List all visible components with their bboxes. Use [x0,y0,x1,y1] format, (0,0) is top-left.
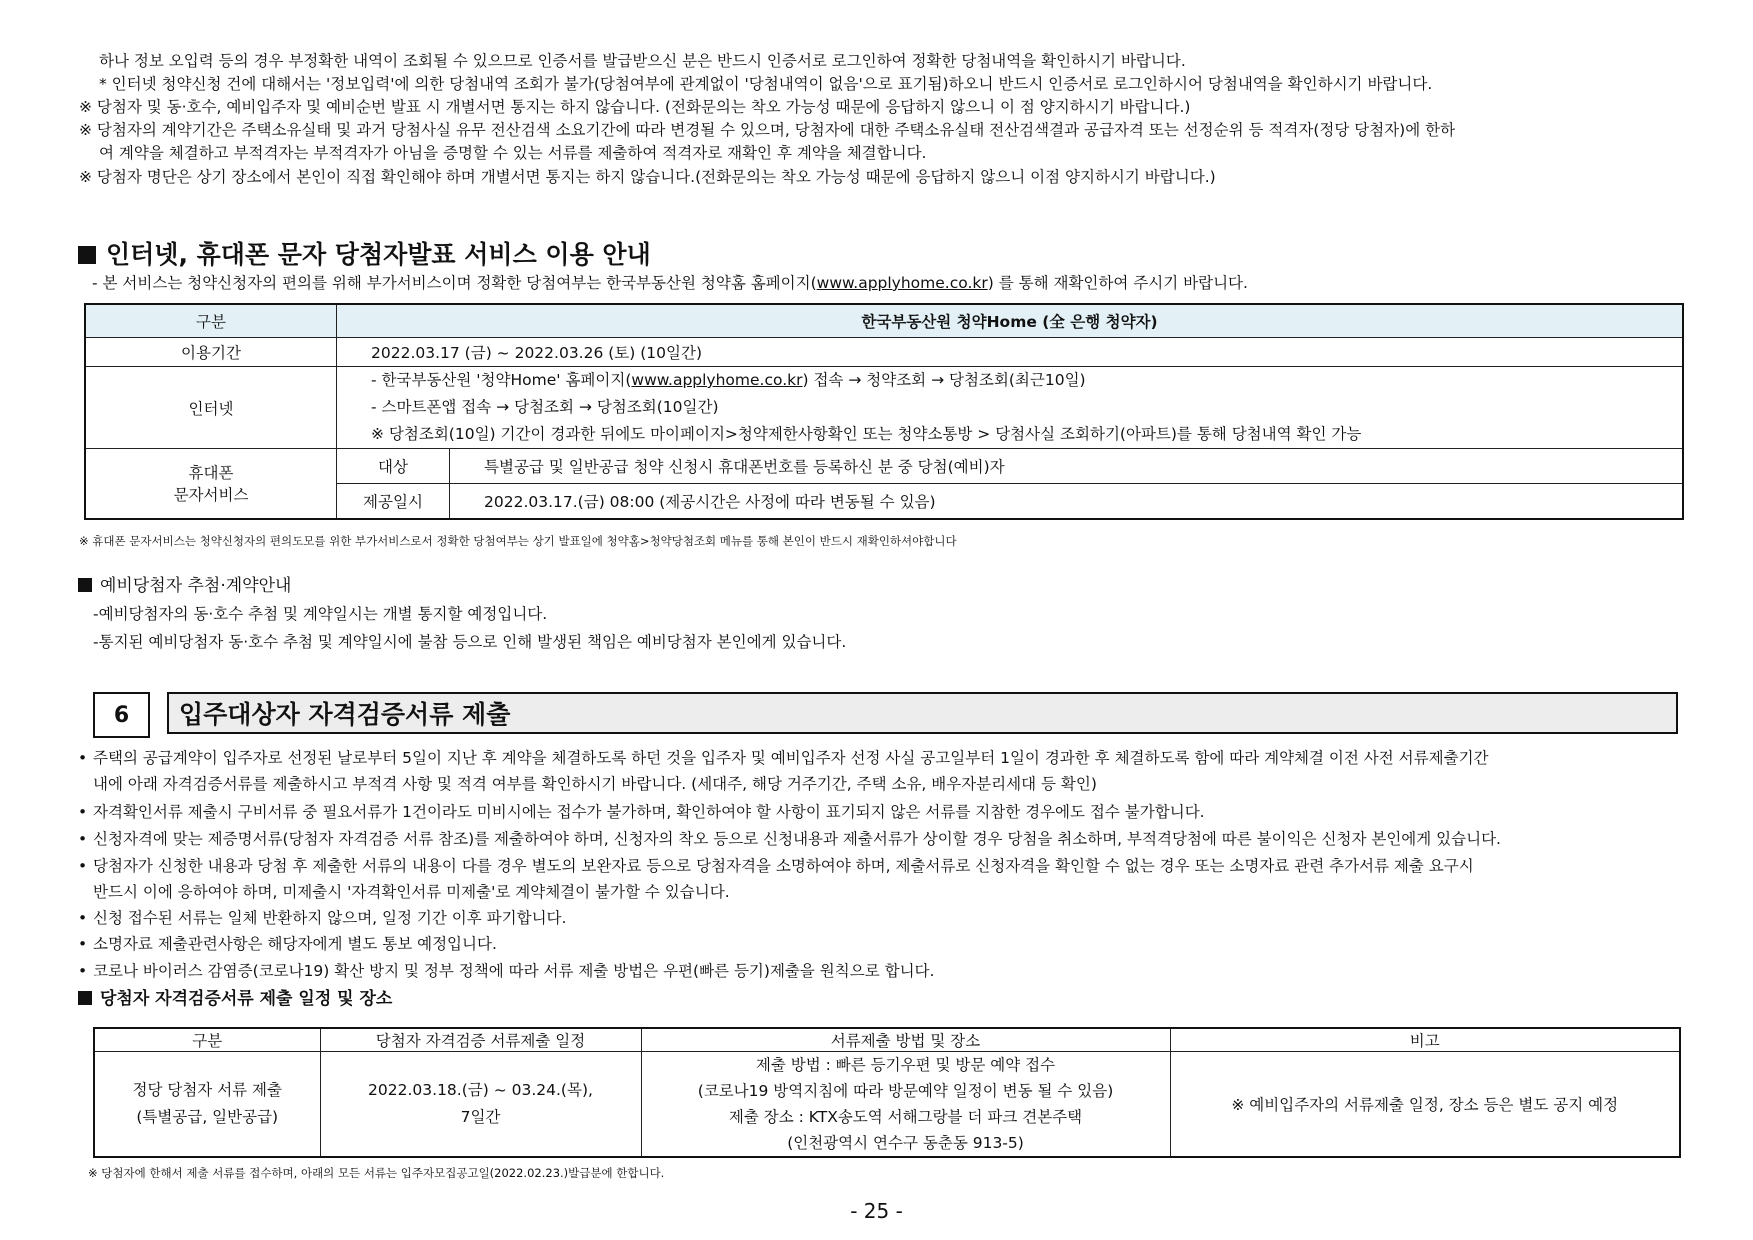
bullet-item: • 코로나 바이러스 감염증(코로나19) 확산 방지 및 정부 정책에 따라 서류 제출 방법은 우편(빠른 등기)제출을 원칙으로 합니다. [93,960,934,982]
table-header-row [85,304,1683,338]
internet-line [371,367,1676,394]
cell-line: 제출 방법 : 빠른 등기우편 및 방문 예약 접수 [755,1056,1056,1074]
row-sublabel: 제공일시 [337,484,450,520]
note-line: 하나 정보 오입력 등의 경우 부정확한 내역이 조회될 수 있으므로 인증서를 발급받으신 분은 반드시 인증서로 로그인하여 정확한 당첨내역을 확인하시기 바랍니다. [99,52,1186,70]
header-cell: 구분 [94,1028,320,1052]
text: ) 접속 → 청약조회 → 당첨조회(최근10일) [802,371,1086,389]
cell-line: (인천광역시 연수구 동춘동 913-5) [787,1134,1024,1152]
row-label [85,449,337,520]
note-line: 여 계약을 체결하고 부적격자는 부적격자가 아님을 증명할 수 있는 서류를 제출하여 적격자로 재확인 후 계약을 체결합니다. [99,144,927,162]
subsection-title [78,575,291,597]
note-line: ※ 당첨자의 계약기간은 주택소유실태 및 과거 당첨사실 유무 전산검색 소요기간에 따라 변경될 수 있으며, 당첨자에 대한 주택소유실태 전산검색결과 공급자격 또는 선정순위 등 적격자(정당 당첨자)에 한하 [79,121,1456,139]
cell-line: 제출 장소 : KTX송도역 서해그랑블 더 파크 견본주택 [728,1108,1083,1126]
cell-line: 정당 당첨자 서류 제출 [132,1081,283,1099]
internet-line: ※ 당첨조회(10일) 기간이 경과한 뒤에도 마이페이지>청약제한사항확인 또는 청약소통방 > 당첨사실 조회하기(아파트)를 통해 당첨내역 확인 가능 [371,425,1362,443]
square-bullet-icon [78,246,96,264]
text: - 한국부동산원 '청약Home' 홈페이지( [371,371,632,389]
desc-text: - 본 서비스는 청약신청자의 편의를 위해 부가서비스이며 정확한 당첨여부는 한국부동산원 청약홈 홈페이지( [92,274,817,292]
cell-line: 7일간 [460,1108,501,1126]
row-value: 2022.03.17.(금) 08:00 (제공시간은 사정에 따라 변동될 수 있음) [450,484,1684,520]
header-cell: 서류제출 방법 및 장소 [641,1028,1170,1052]
table-row [94,1052,1680,1158]
schedule-table [93,1027,1681,1158]
row-label: 이용기간 [85,338,337,367]
row-value: 특별공급 및 일반공급 청약 신청시 휴대폰번호를 등록하신 분 중 당첨(예비)자 [450,449,1684,484]
label-line: 문자서비스 [173,485,249,504]
applyhome-link[interactable]: www.applyhome.co.kr [816,274,988,292]
square-bullet-icon [78,578,92,592]
service-description [92,272,1248,294]
note-line: ※ 당첨자 명단은 상기 장소에서 본인이 직접 확인해야 하며 개별서면 통지는 하지 않습니다.(전화문의는 착오 가능성 때문에 응답하지 않으니 이점 양지하시기 바랍니다.) [79,168,1216,186]
reserve-line: -예비당첨자의 동·호수 추첨 및 계약일시는 개별 통지할 예정입니다. [93,605,548,623]
row-sublabel: 대상 [337,449,450,484]
section-title-text: 인터넷, 휴대폰 문자 당첨자발표 서비스 이용 안내 [106,240,651,269]
subsection-title-text: 당첨자 자격검증서류 제출 일정 및 장소 [100,989,393,1009]
section-number: 6 [93,692,150,738]
table-row [85,338,1683,367]
header-cell: 구분 [85,304,337,338]
cell-line: 2022.03.18.(금) ~ 03.24.(목), [368,1081,593,1099]
service-footnote: ※ 휴대폰 문자서비스는 청약신청자의 편의도모를 위한 부가서비스로서 정확한 당첨여부는 상기 발표일에 청약홈>청약당첨조회 메뉴를 통해 본인이 반드시 재확인하셔야합니다 [79,534,957,548]
page-number: - 25 - [850,1199,903,1223]
section-title [78,240,651,270]
table-row [85,367,1683,449]
schedule-footnote: ※ 당첨자에 한해서 제출 서류를 접수하며, 아래의 모든 서류는 입주자모집공고일(2022.02.23.)발급분에 한합니다. [88,1166,665,1180]
desc-text: ) 를 통해 재확인하여 주시기 바랍니다. [987,274,1248,292]
note-line: ※ 당첨자 및 동·호수, 예비입주자 및 예비순번 발표 시 개별서면 통지는 하지 않습니다. (전화문의는 착오 가능성 때문에 응답하지 않으니 이 점 양지하시기 바랍니다.) [79,98,1191,116]
table-header-row [94,1028,1680,1052]
subsection-title-text: 예비당첨자 추첨·계약안내 [100,576,292,596]
cell-date [320,1052,641,1158]
bullet-item: • 신청자격에 맞는 제증명서류(당첨자 자격검증 서류 참조)를 제출하여야 하며, 신청자의 착오 등으로 신청내용과 제출서류가 상이할 경우 당첨을 취소하며, 부적격당첨에 따른 불이익은 신청자 본인에게 있습니다. [93,828,1501,850]
bullet-item: • 당첨자가 신청한 내용과 당첨 후 제출한 서류의 내용이 다를 경우 별도의 보완자료 등으로 당첨자격을 소명하여야 하며, 제출서류로 신청자격을 확인할 수 없는 경우 또는 소명자료 관련 추가서류 제출 요구시 [93,855,1474,877]
cell-type [94,1052,320,1158]
internet-line: - 스마트폰앱 접속 → 당첨조회 → 당첨조회(10일간) [371,398,719,416]
reserve-line: -통지된 예비당첨자 동·호수 추첨 및 계약일시에 불참 등으로 인해 발생된 책임은 예비당첨자 본인에게 있습니다. [93,633,847,651]
note-line: * 인터넷 청약신청 건에 대해서는 '정보입력'에 의한 당첨내역 조회가 불가(당첨여부에 관계없이 '당첨내역이 없음'으로 표기됨)하오니 반드시 인증서로 로그인하시어 당첨내역을 확인하시기 바랍니다. [99,75,1433,93]
header-cell: 한국부동산원 청약Home (全 은행 청약자) [337,304,1684,338]
row-value: 2022.03.17 (금) ~ 2022.03.26 (토) (10일간) [337,338,1684,367]
applyhome-link[interactable]: www.applyhome.co.kr [631,371,803,389]
cell-method [641,1052,1170,1158]
bullet-item: • 소명자료 제출관련사항은 해당자에게 별도 통보 예정입니다. [93,933,497,955]
service-table [84,303,1684,520]
table-row [85,449,1683,484]
bullet-continuation: 내에 아래 자격검증서류를 제출하시고 부적격 사항 및 적격 여부를 확인하시기 바랍니다. (세대주, 해당 거주기간, 주택 소유, 배우자분리세대 등 확인) [93,775,1097,793]
bullet-item: • 자격확인서류 제출시 구비서류 중 필요서류가 1건이라도 미비시에는 접수가 불가하며, 확인하여야 할 사항이 표기되지 않은 서류를 지참한 경우에도 접수 불가합니다. [93,801,1205,823]
cell-line: (특별공급, 일반공급) [136,1108,279,1126]
bullet-item: • 신청 접수된 서류는 일체 반환하지 않으며, 일정 기간 이후 파기합니다. [93,907,566,929]
subsection-title [78,988,392,1010]
bullet-item: • 주택의 공급계약이 입주자로 선정된 날로부터 5일이 지난 후 계약을 체결하도록 하던 것을 입주자 및 예비입주자 선정 사실 공고일부터 1일이 경과한 후 체결하도록 함에 따라 계약체결 이전 사전 서류제출기간 [93,747,1489,769]
header-cell: 비고 [1170,1028,1680,1052]
bullet-continuation: 반드시 이에 응하여야 하며, 미제출시 '자격확인서류 미제출'로 계약체결이 불가할 수 있습니다. [93,883,730,901]
cell-line: (코로나19 방역지침에 따라 방문예약 일정이 변동 될 수 있음) [697,1082,1114,1100]
label-line: 휴대폰 [188,463,234,482]
section-heading: 입주대상자 자격검증서류 제출 [167,692,1678,734]
cell-note: ※ 예비입주자의 서류제출 일정, 장소 등은 별도 공지 예정 [1170,1052,1680,1158]
row-value [337,367,1684,449]
row-label: 인터넷 [85,367,337,449]
header-cell: 당첨자 자격검증 서류제출 일정 [320,1028,641,1052]
square-bullet-icon [78,991,92,1005]
